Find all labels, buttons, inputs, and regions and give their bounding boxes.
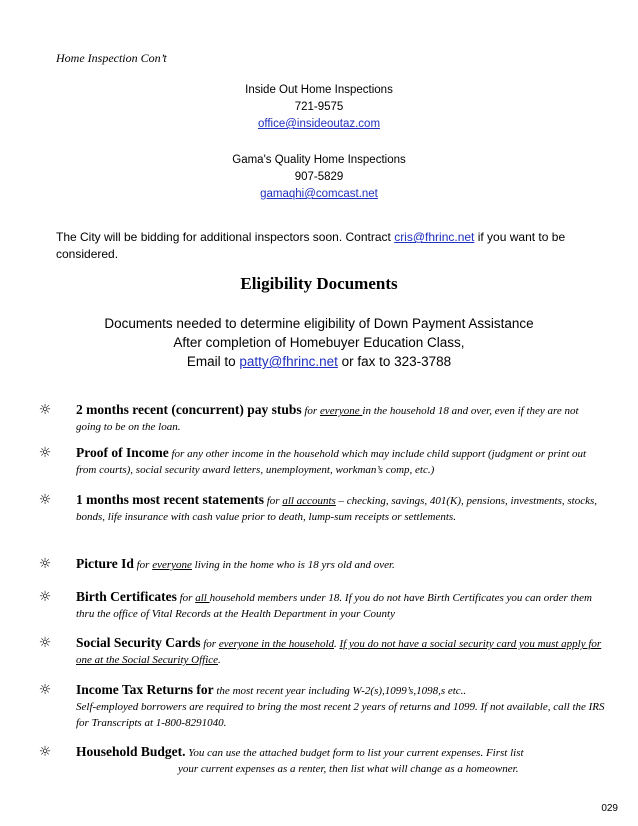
cris-email-link[interactable]: cris@fhrinc.net	[394, 230, 475, 244]
patty-email-link[interactable]: patty@fhrinc.net	[239, 354, 338, 369]
page-number: 029	[601, 803, 618, 814]
inspector-name: Gama's Quality Home Inspections	[232, 154, 406, 166]
bidding-paragraph: The City will be bidding for additional inspectors soon. Contract cris@fhrinc.net if you want to be considered.	[56, 230, 566, 261]
sun-bullet-icon: ☼	[38, 744, 52, 760]
sun-bullet-icon: ☼	[38, 492, 52, 508]
inspector-phone: 907-5829	[294, 171, 344, 183]
sun-bullet-icon: ☼	[38, 682, 52, 698]
inspector-email-link[interactable]: office@insideoutaz.com	[257, 118, 381, 130]
inspector-inside-out	[0, 82, 638, 133]
sun-bullet-icon: ☼	[38, 589, 52, 605]
inspector-email-link[interactable]: gamaqhi@comcast.net	[260, 188, 378, 200]
document-page: Home Inspection Con’t Inside Out Home Inspections 721-9575 office@insideoutaz.com Gama's Quality Home Inspections 907-5829 gamaqhi@comcast.net The City will be bidding for additional inspectors soon. Contract cris@fhrinc.net if you want to be considered. Eligibility Documents Documents needed to determine eligibility of Down Payment Assistance After completion of Homebuyer Education Class, Email to patty@fhrinc.net or fax to 323-3788 ☼ 2 months recent (concurrent) pay stubs for everyone in the household 18 and over, even if they are not going to be on the loan. ☼ Proof of Income for any other income in the household which may include child support (judgment or print out from courts), social security award letters, unemployment, workman’s comp, etc.) ☼ 1 months most recent statements for all accounts – checking, savings, 401(K), pensions, investments, stocks, bonds, life insurance with cash value prior to death, lump-sum receipts or settlements. ☼ Picture Id for everyone living in the home who is 18 yrs old and over. ☼ Birth Certificates for all household members under 18. If you do not have Birth Certificates you can order them thru the office of Vital Records at the Health Department in your County ☼ Social Security Cards for everyone in the household. If you do not have a social security card you must apply for one at the Social Security Office. ☼ Income Tax Returns for the most recent year including W-2(s),1099’s,1098,s etc.. Self-employed borrowers are required to bring the most recent 2 years of returns and 1099. If not available, call the IRS for Transcripts at 1-800-8291040. ☼ Household Budget. You can use the attached budget form to list your current expenses. First list your current expenses as a renter, then list what will change as a homeowner. 029	[0, 0, 638, 826]
inspector-phone: 721-9575	[294, 101, 344, 113]
page-title: Eligibility Documents	[240, 274, 398, 293]
sun-bullet-icon: ☼	[38, 556, 52, 572]
header-note: Home Inspection Con’t	[56, 51, 167, 65]
sun-bullet-icon: ☼	[38, 445, 52, 461]
eligibility-subheading: Documents needed to determine eligibility of Down Payment Assistance After completion of Homebuyer Education Class, Email to patty@fhrinc.net or fax to 323-3788	[104, 316, 534, 369]
sun-bullet-icon: ☼	[38, 635, 52, 651]
inspector-name: Inside Out Home Inspections	[245, 84, 393, 96]
sun-bullet-icon: ☼	[38, 402, 52, 418]
inspector-gama	[0, 152, 638, 203]
